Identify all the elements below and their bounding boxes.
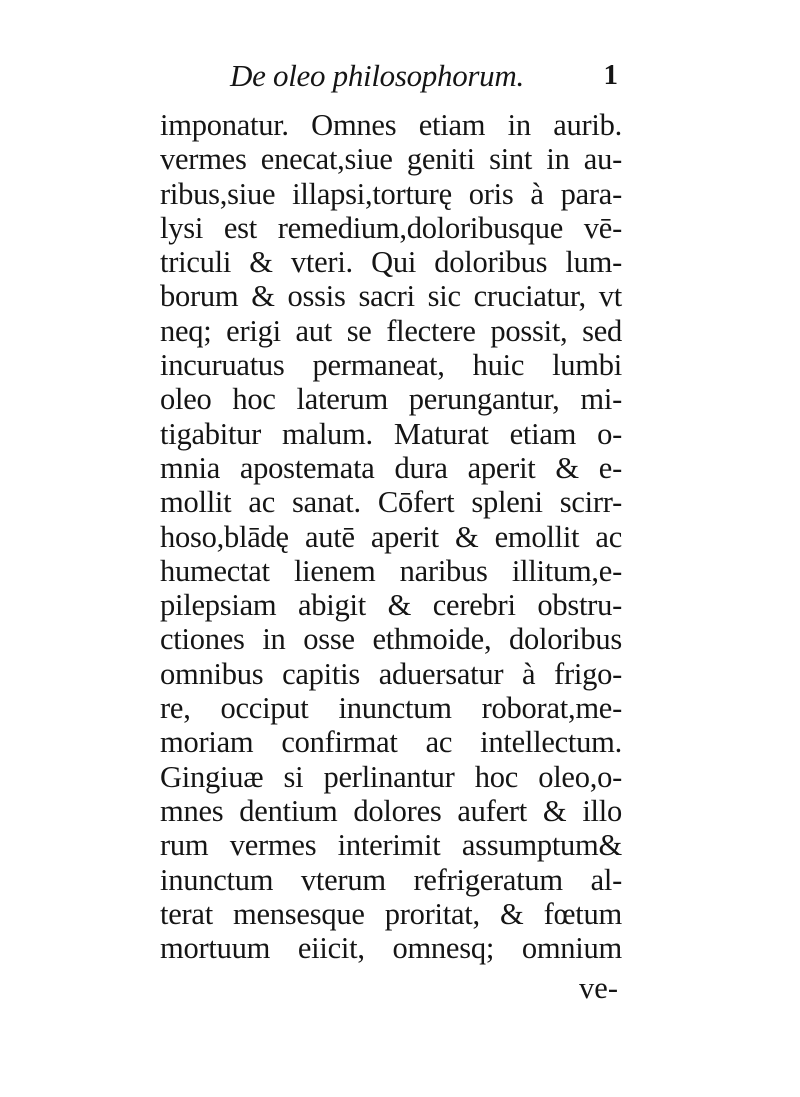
running-title: De oleo philosophorum.	[230, 58, 524, 93]
text-line: mnia apostemata dura aperit & e-	[160, 450, 622, 485]
text-line: inunctum vterum refrigeratum al-	[160, 862, 622, 897]
text-line: re, occiput inunctum roborat,me-	[160, 691, 622, 726]
text-line: mollit ac sanat. Cōfert spleni scirr-	[160, 485, 622, 520]
text-line: oleo hoc laterum perungantur, mi-	[160, 382, 622, 417]
text-line: imponatur. Omnes etiam in aurib.	[160, 108, 622, 142]
text-line: omnibus capitis aduersatur à frigo-	[160, 656, 622, 691]
text-line: hoso,blādę autē aperit & emollit ac	[160, 519, 622, 554]
text-line: lysi est remedium,doloribusque vē-	[160, 210, 622, 245]
text-line: humectat lienem naribus illitum,e-	[160, 553, 622, 588]
text-line: triculi & vteri. Qui doloribus lum-	[160, 245, 622, 280]
text-line: terat mensesque proritat, & fœtum	[160, 896, 622, 931]
catchword: ve-	[579, 971, 618, 1005]
text-line: rum vermes interimit assumptum&	[160, 828, 622, 863]
text-line: incuruatus permaneat, huic lumbi	[160, 348, 622, 383]
text-line: mnes dentium dolores aufert & illo	[160, 793, 622, 828]
text-line: neq; erigi aut se flectere possit, sed	[160, 313, 622, 348]
folio-number: 1	[603, 59, 618, 91]
running-head	[160, 58, 622, 98]
body-text	[160, 108, 622, 965]
text-line: moriam confirmat ac intellectum.	[160, 725, 622, 760]
text-line: pilepsiam abigit & cerebri obstru-	[160, 588, 622, 623]
text-line: ctiones in osse ethmoide, doloribus	[160, 622, 622, 657]
text-line: tigabitur malum. Maturat etiam o-	[160, 416, 622, 451]
text-line: ribus,siue illapsi,torturę oris à para-	[160, 176, 622, 211]
text-line: mortuum eiicit, omnesq; omnium	[160, 931, 622, 966]
text-line: vermes enecat,siue geniti sint in au-	[160, 142, 622, 177]
text-line: borum & ossis sacri sic cruciatur, vt	[160, 279, 622, 314]
text-line: Gingiuæ si perlinantur hoc oleo,o-	[160, 759, 622, 794]
